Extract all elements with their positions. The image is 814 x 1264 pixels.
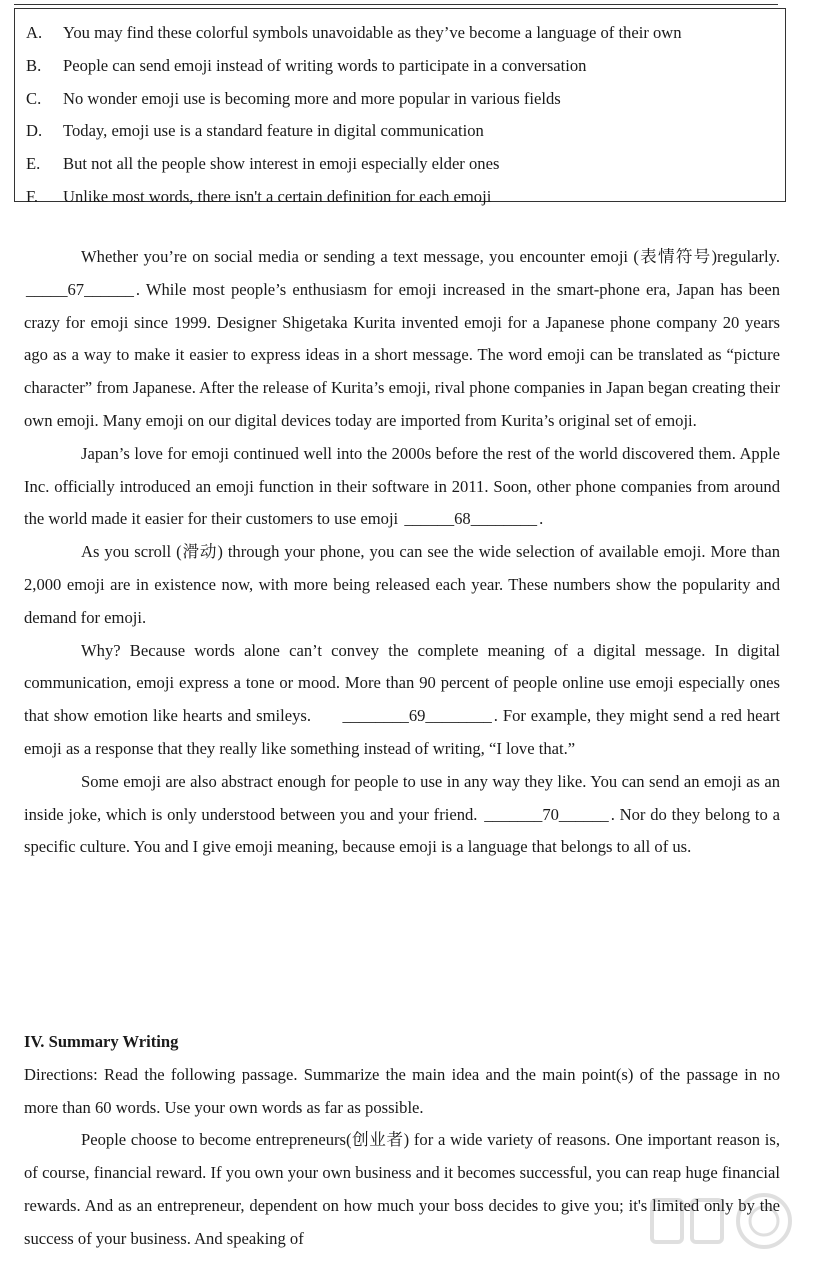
- option-d: [26, 115, 785, 148]
- directions-text: Directions: Read the following passage. Summarize the main idea and the main point(s) of the passage in no more than 60 words. Use your own words as far as possible.: [24, 1064, 780, 1117]
- option-letter: F.: [26, 186, 39, 206]
- option-text: You may find these colorful symbols unavoidable as they’ve become a language of their own: [63, 23, 682, 42]
- passage-text: . While most people’s enthusiasm for emoji increased in the smart-phone era, Japan has been crazy for emoji since 1999. Designer Shigetaka Kurita invented emoji for a Japanese phone company 20 years ago as a way to make it easier to express ideas in a short message. The word emoji can be translated as “picture character” from Japanese. After the release of Kurita’s emoji, rival phone companies in Japan began creating their own emoji. Many emoji on our digital devices today are imported from Kurita’s original set of emoji.: [24, 279, 780, 430]
- passage-text: . For example, they might send a red heart emoji as a response that they really like something instead of writing, “I love that.”: [24, 706, 780, 758]
- blank-67: _____67______: [26, 279, 134, 299]
- option-text: No wonder emoji use is becoming more and more popular in various fields: [63, 88, 561, 108]
- passage-text: Whether you’re on social media or sending a text message, you encounter emoji (表情符号)regularly.: [81, 247, 780, 266]
- section-heading: IV. Summary Writing: [24, 1032, 179, 1051]
- option-letter: A.: [26, 23, 43, 42]
- passage-text: . Nor do they belong to a specific culture. You and I give emoji meaning, because emoji is a language that belongs to all of us.: [24, 804, 780, 857]
- blank-69: ________69________: [342, 706, 492, 726]
- option-letter: B.: [26, 55, 42, 75]
- top-rule: [14, 4, 778, 5]
- option-a: [26, 17, 785, 50]
- summary-passage-paragraph: People choose to become entrepreneurs(创业者) for a wide variety of reasons. One important reason is, of course, financial reward. If you own your own business and it becomes successful, you can reap huge financial rewards. And as an entrepreneur, dependent on how much your boss decides to give you; it's limited only by the success of your business. And speaking of: [24, 1130, 780, 1248]
- reading-passage: [24, 241, 780, 864]
- option-text: People can send emoji instead of writing words to participate in a conversation: [63, 55, 587, 75]
- options-box: [14, 8, 786, 206]
- passage-paragraph-3: As you scroll (滑动) through your phone, you can see the wide selection of available emoji. More than 2,000 emoji are in existence now, with more being released each year. These numbers show the popularity and demand for emoji.: [24, 542, 780, 627]
- option-f: [26, 181, 785, 214]
- option-letter: D.: [26, 121, 43, 141]
- passage-paragraph-1: [24, 241, 780, 438]
- option-text: Today, emoji use is a standard feature in digital communication: [63, 121, 484, 141]
- option-b: [26, 50, 785, 83]
- passage-text: .: [539, 509, 544, 529]
- option-text: But not all the people show interest in emoji especially elder ones: [63, 154, 500, 174]
- passage-text: Why? Because words alone can’t convey the complete meaning of a digital message. In digital communication, emoji express a tone or mood. More than 90 percent of people online use emoji especially ones that show emotion like hearts and smileys.: [24, 640, 780, 726]
- passage-text: Japan’s love for emoji continued well into the 2000s before the rest of the world discovered them. Apple Inc. officially introduced an emoji function in their software in 2011. Soon, other phone companies from around the world made it easier for their customers to use emoji: [24, 443, 780, 529]
- option-letter: E.: [26, 154, 41, 174]
- blank-68: ______68________: [404, 509, 538, 529]
- watermark-logo-icon: [646, 1186, 796, 1256]
- passage-paragraph-4: [24, 635, 780, 766]
- option-e: [26, 148, 785, 181]
- blank-70: _______70______: [484, 804, 609, 824]
- passage-paragraph-2: [24, 438, 780, 536]
- option-c: [26, 83, 785, 116]
- passage-paragraph-5: [24, 766, 780, 864]
- passage-text: Some emoji are also abstract enough for people to use in any way they like. You can send an emoji as an inside joke, which is only understood between you and your friend.: [24, 771, 780, 824]
- option-text: Unlike most words, there isn't a certain definition for each emoji: [63, 186, 492, 206]
- option-letter: C.: [26, 88, 42, 108]
